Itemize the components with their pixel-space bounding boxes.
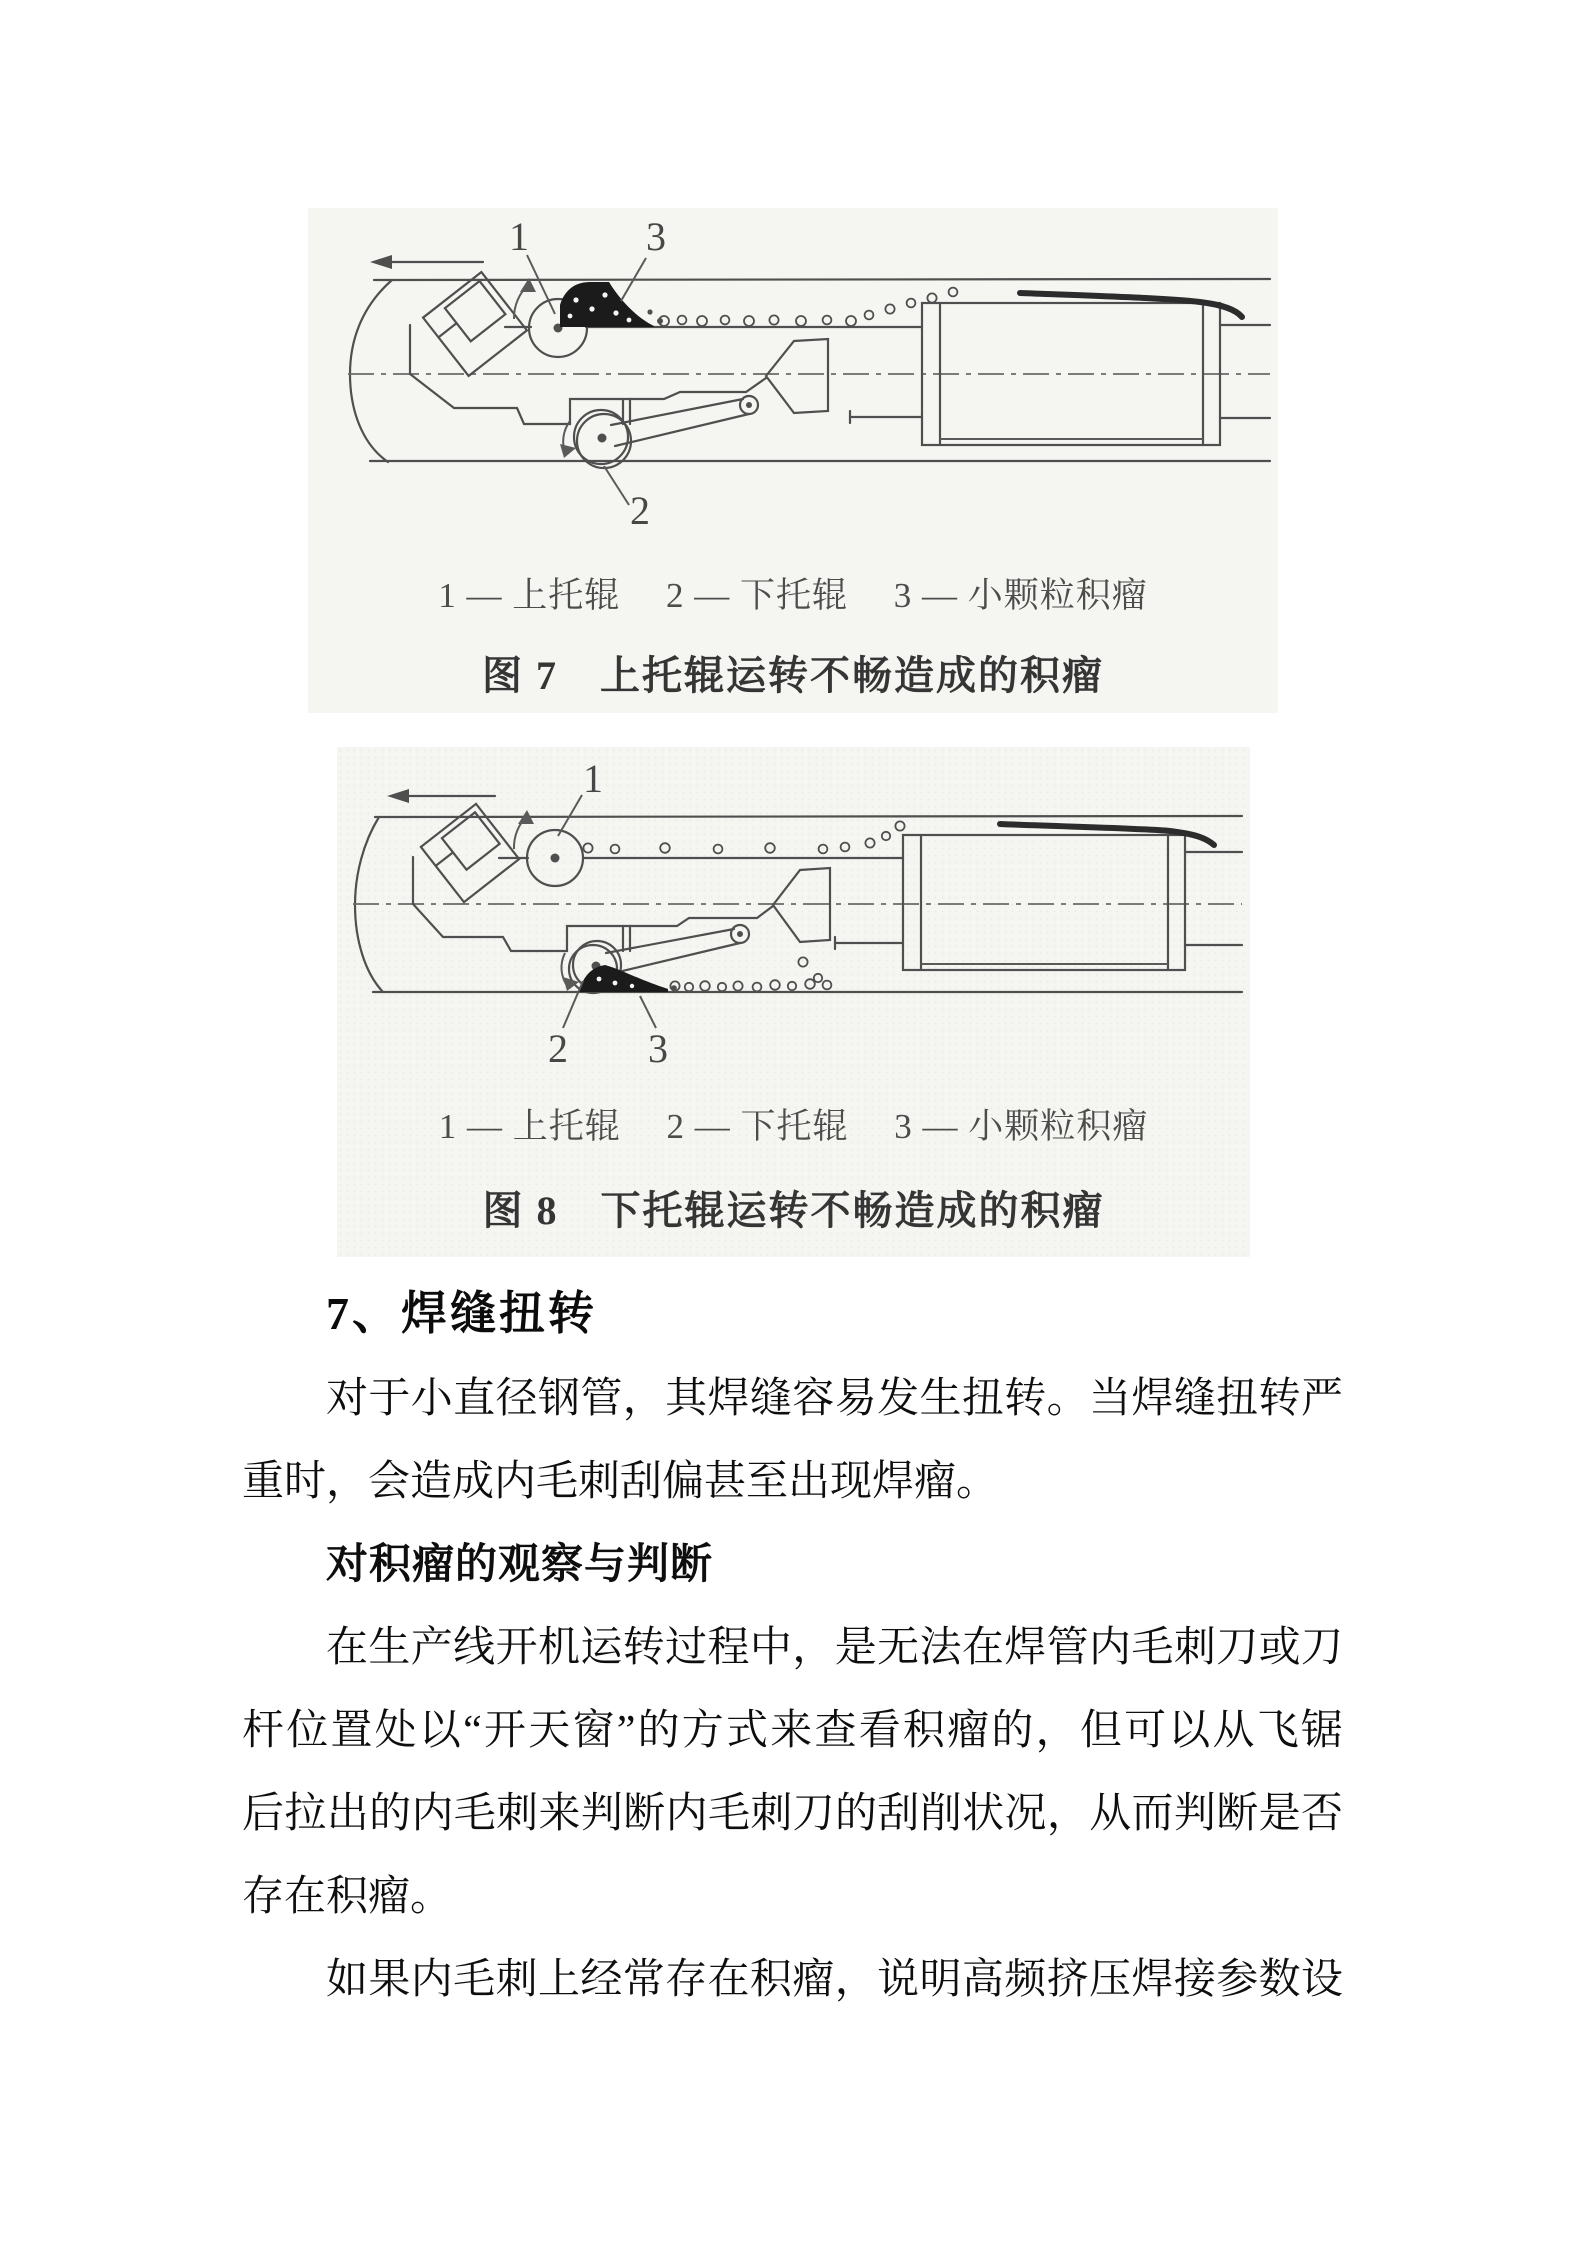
lower-roller <box>560 396 758 468</box>
body-text <box>242 1358 1343 2022</box>
figure7-caption: 图 7 上托辊运转不畅造成的积瘤 <box>482 653 1104 698</box>
particle-row <box>659 288 957 326</box>
figure7-label-1: 1 <box>509 214 529 259</box>
leader-1 <box>558 795 582 836</box>
die-hexagon <box>773 868 830 942</box>
accumulation-cluster <box>560 282 663 327</box>
direction-arrow-icon <box>387 789 495 803</box>
figure7-legend: 1 — 上托辊 2 — 下托辊 3 — 小颗粒积瘤 <box>438 576 1148 615</box>
pipe-top-wall <box>375 816 1242 817</box>
body-line: 重时，会造成内毛刺刮偏甚至出现焊瘤。 <box>242 1459 999 1505</box>
figure8-label-2: 2 <box>548 1026 568 1071</box>
figure7-label-2: 2 <box>630 488 650 533</box>
body-line: 如果内毛刺上经常存在积瘤，说明高频挤压焊接参数设 <box>326 1957 1343 2003</box>
direction-arrow-icon <box>370 255 483 269</box>
leader-2 <box>563 981 583 1028</box>
figure8-caption: 图 8 下托辊运转不畅造成的积瘤 <box>482 1188 1105 1233</box>
body-line: 后拉出的内毛刺来判断内毛刺刀的刮削状况，从而判断是否 <box>242 1791 1343 1837</box>
figure8-panel <box>337 747 1250 1257</box>
body-line: 杆位置处以“开天窗”的方式来查看积瘤的，但可以从飞锯 <box>242 1708 1343 1754</box>
figure7-diagram <box>308 208 1278 713</box>
leader-3 <box>640 996 656 1028</box>
weld-unit <box>423 272 527 376</box>
body-line: 在生产线开机运转过程中，是无法在焊管内毛刺刀或刀 <box>326 1625 1343 1671</box>
weld-unit <box>421 804 519 902</box>
mandrel-block <box>903 835 1185 970</box>
figure7-label-3: 3 <box>646 214 666 259</box>
figure8-label-1: 1 <box>583 756 603 801</box>
sub-heading: 对积瘤的观察与判断 <box>326 1542 714 1588</box>
figure8-legend: 1 — 上托辊 2 — 下托辊 3 — 小颗粒积瘤 <box>438 1107 1149 1146</box>
particle-row-top <box>583 821 904 853</box>
pipe-top-wall <box>374 279 1270 280</box>
figure7-panel <box>308 208 1278 713</box>
die-hexagon <box>766 339 828 413</box>
upper-roller <box>514 810 583 886</box>
pipe-end-ellipse <box>350 280 392 462</box>
section-heading: 7、焊缝扭转 <box>326 1288 597 1339</box>
impeder-bar <box>1020 293 1242 317</box>
leader-2 <box>604 466 629 505</box>
body-line: 对于小直径钢管，其焊缝容易发生扭转。当焊缝扭转严 <box>326 1376 1343 1422</box>
figure8-label-3: 3 <box>648 1026 668 1071</box>
particle-row-bottom <box>670 957 831 991</box>
body-line: 存在积瘤。 <box>242 1874 453 1920</box>
